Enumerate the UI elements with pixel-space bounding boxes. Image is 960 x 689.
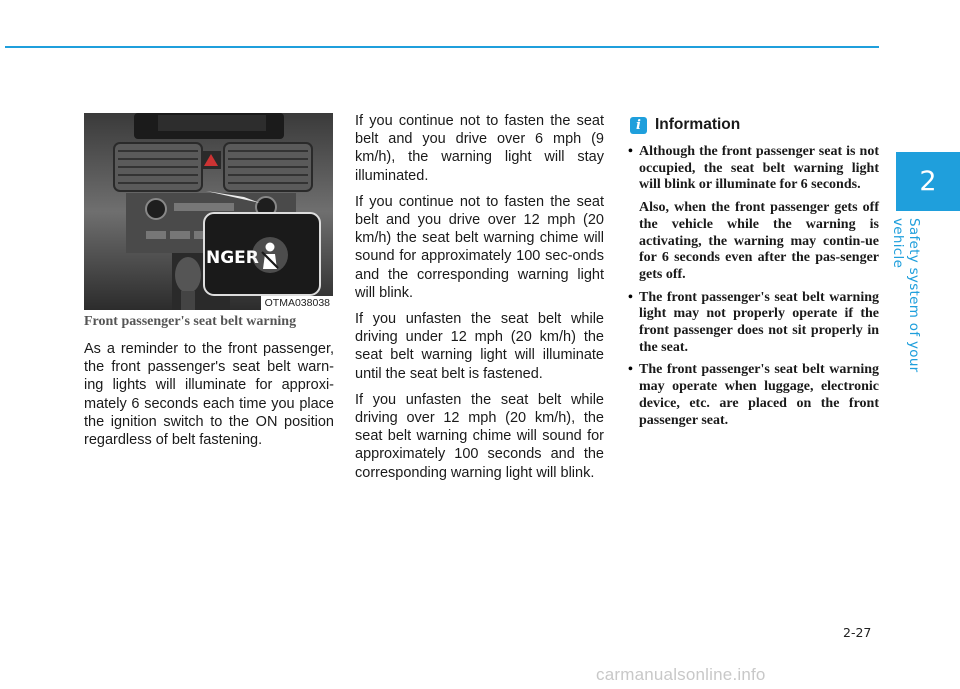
list-item-text: Also, when the front passenger gets off the vehicle while the warning is activating, the warning may contin-ue for 6 seconds even after the pas-senger gets off. (639, 200, 879, 282)
chapter-number-tab: 2 (896, 152, 960, 211)
bullet-icon: • (628, 289, 633, 305)
header-rule (5, 46, 879, 48)
information-header (630, 116, 740, 134)
bullet-icon: • (628, 362, 633, 378)
list-item (627, 144, 879, 284)
page-number: 2-27 (843, 625, 872, 640)
body-paragraph: If you unfasten the seat belt while driving over 12 mph (20 km/h), the seat belt warning chime will sound for approximately 100 seconds and the corresponding warning light will blink. (355, 391, 604, 481)
body-paragraph: If you continue not to fasten the seat belt and you drive over 6 mph (9 km/h), the warning light will stay illuminated. (355, 113, 604, 184)
left-column (84, 340, 334, 457)
chapter-title: Safety system of your vehicle (890, 218, 922, 373)
dashboard-figure (84, 113, 333, 310)
list-item-text: The front passenger's seat belt warning may operate when luggage, electronic device, etc. are placed on the front passenger seat. (639, 362, 879, 428)
list-item (627, 290, 879, 357)
body-paragraph: As a reminder to the front passenger, the front passenger's seat belt warn-ing lights will illuminate for approxi-mately 6 seconds each time you place the ignition switch to the ON position regardless of belt fastening. (84, 341, 334, 449)
information-list (627, 144, 879, 435)
list-item-text: The front passenger's seat belt warning light may not properly operate if the front passenger does not sit properly in the seat. (639, 289, 879, 355)
body-paragraph: If you continue not to fasten the seat belt and you drive over 12 mph (20 km/h) the seat belt warning chime will sound for approximately 100 sec-onds and the corresponding warning light will blink. (355, 193, 604, 301)
indicator-text: NGER (206, 248, 259, 268)
bullet-icon: • (628, 144, 633, 159)
seatbelt-occupant-head (266, 243, 275, 252)
figure-code: OTMA038038 (261, 296, 333, 310)
figure-caption: Front passenger's seat belt warning (84, 314, 297, 329)
dashboard-photo-illustration (84, 113, 333, 310)
list-item (627, 362, 879, 429)
watermark: carmanualsonline.info (596, 665, 766, 684)
body-paragraph: If you unfasten the seat belt while driving under 12 mph (20 km/h) the seat belt warning light will illuminate until the seat belt is fastened. (355, 311, 604, 382)
list-item-text: Although the front passenger seat is not occupied, the seat belt warning light will blink or illuminate for 6 seconds. (639, 144, 879, 193)
middle-column (355, 112, 604, 490)
info-icon: i (630, 117, 647, 134)
information-title: Information (655, 116, 741, 133)
